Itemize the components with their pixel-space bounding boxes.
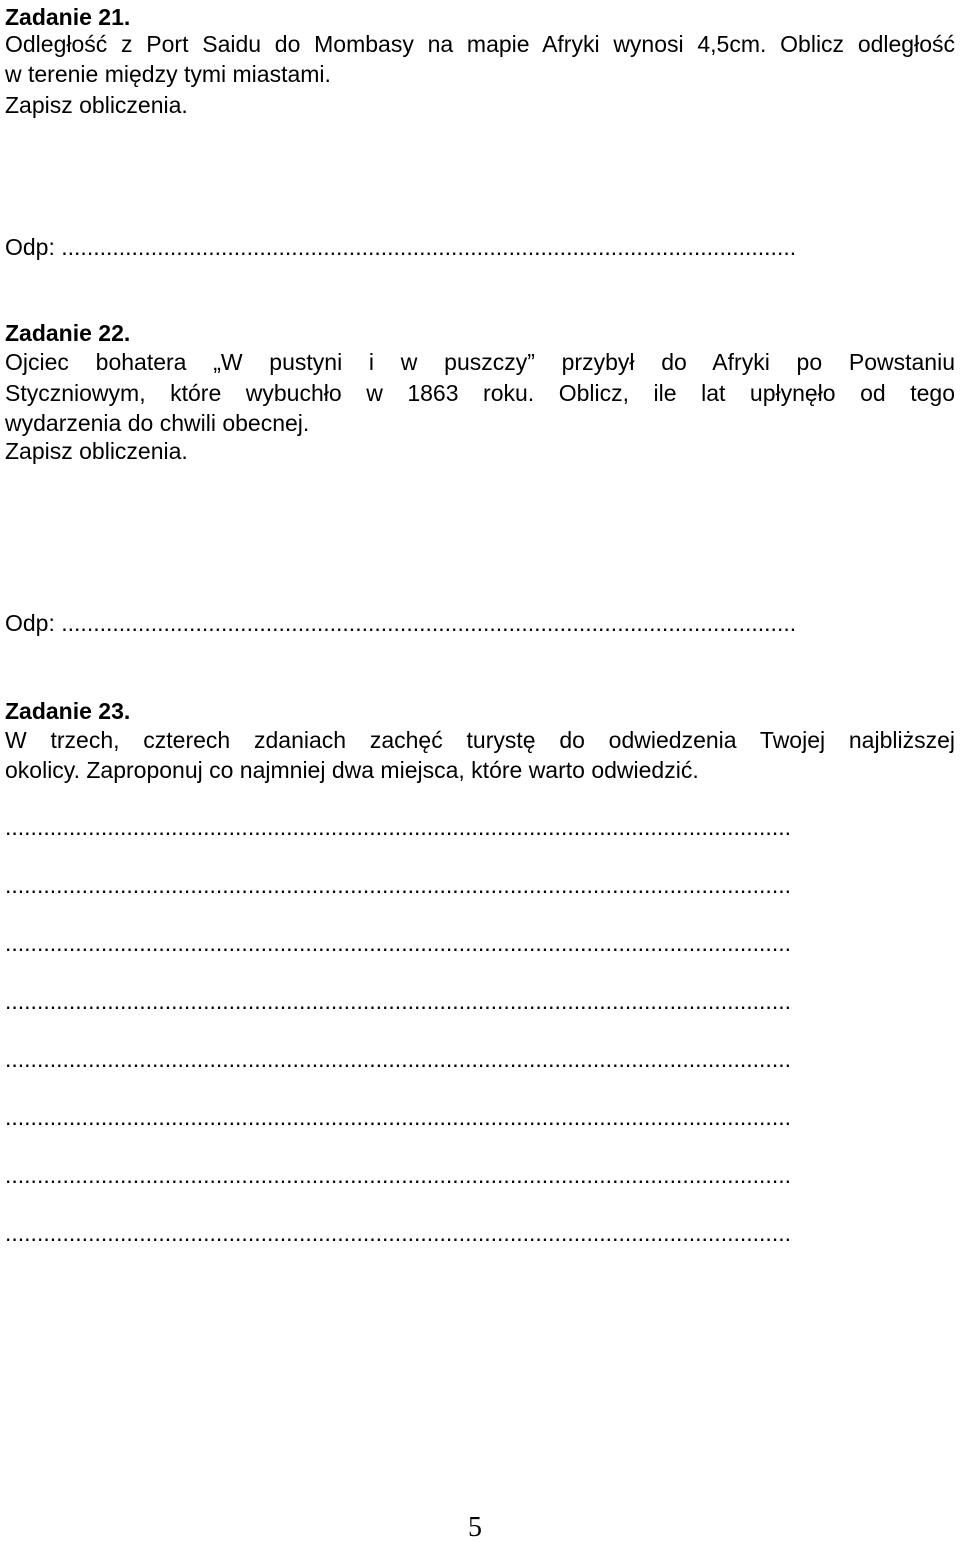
task-23-title: Zadanie 23. xyxy=(5,698,131,724)
task-22-line-2: Styczniowym, które wybuchło w 1863 roku. Oblicz, ile lat upłynęło od tego xyxy=(5,380,955,406)
task-22-instruction: Zapisz obliczenia. xyxy=(5,438,188,464)
answer-dotted-line: ........................................................................................................................... xyxy=(5,930,791,956)
task-23-line-2: okolicy. Zaproponuj co najmniej dwa miejsca, które warto odwiedzić. xyxy=(5,757,699,783)
task-22-line-1: Ojciec bohatera „W pustyni i w puszczy” przybył do Afryki po Powstaniu xyxy=(5,349,955,375)
answer-dotted-line: ........................................................................................................................... xyxy=(5,988,791,1014)
answer-dotted-line: ........................................................................................................................... xyxy=(5,872,791,898)
task-23-line-1: W trzech, czterech zdaniach zachęć turystę do odwiedzenia Twojej najbliższej xyxy=(5,727,955,753)
task-22-line-3: wydarzenia do chwili obecnej. xyxy=(5,410,310,436)
task-21-title: Zadanie 21. xyxy=(5,4,131,30)
page-number: 5 xyxy=(468,1512,482,1543)
task-21-line-1: Odległość z Port Saidu do Mombasy na mapie Afryki wynosi 4,5cm. Oblicz odległość xyxy=(5,31,955,57)
answer-dotted-line: ........................................................................................................................... xyxy=(5,1162,791,1188)
answer-dotted-line: ........................................................................................................................... xyxy=(5,1104,791,1130)
task-21-line-2: w terenie między tymi miastami. xyxy=(5,61,331,87)
task-21-answer-line: Odp: ................................................................................................................... xyxy=(5,234,797,260)
task-22-answer-line: Odp: ................................................................................................................... xyxy=(5,610,797,636)
task-21-instruction: Zapisz obliczenia. xyxy=(5,92,188,118)
answer-dotted-line: ........................................................................................................................... xyxy=(5,814,791,840)
task-22-title: Zadanie 22. xyxy=(5,320,131,346)
answer-dotted-line: ........................................................................................................................... xyxy=(5,1046,791,1072)
answer-dotted-line: ........................................................................................................................... xyxy=(5,1220,791,1246)
